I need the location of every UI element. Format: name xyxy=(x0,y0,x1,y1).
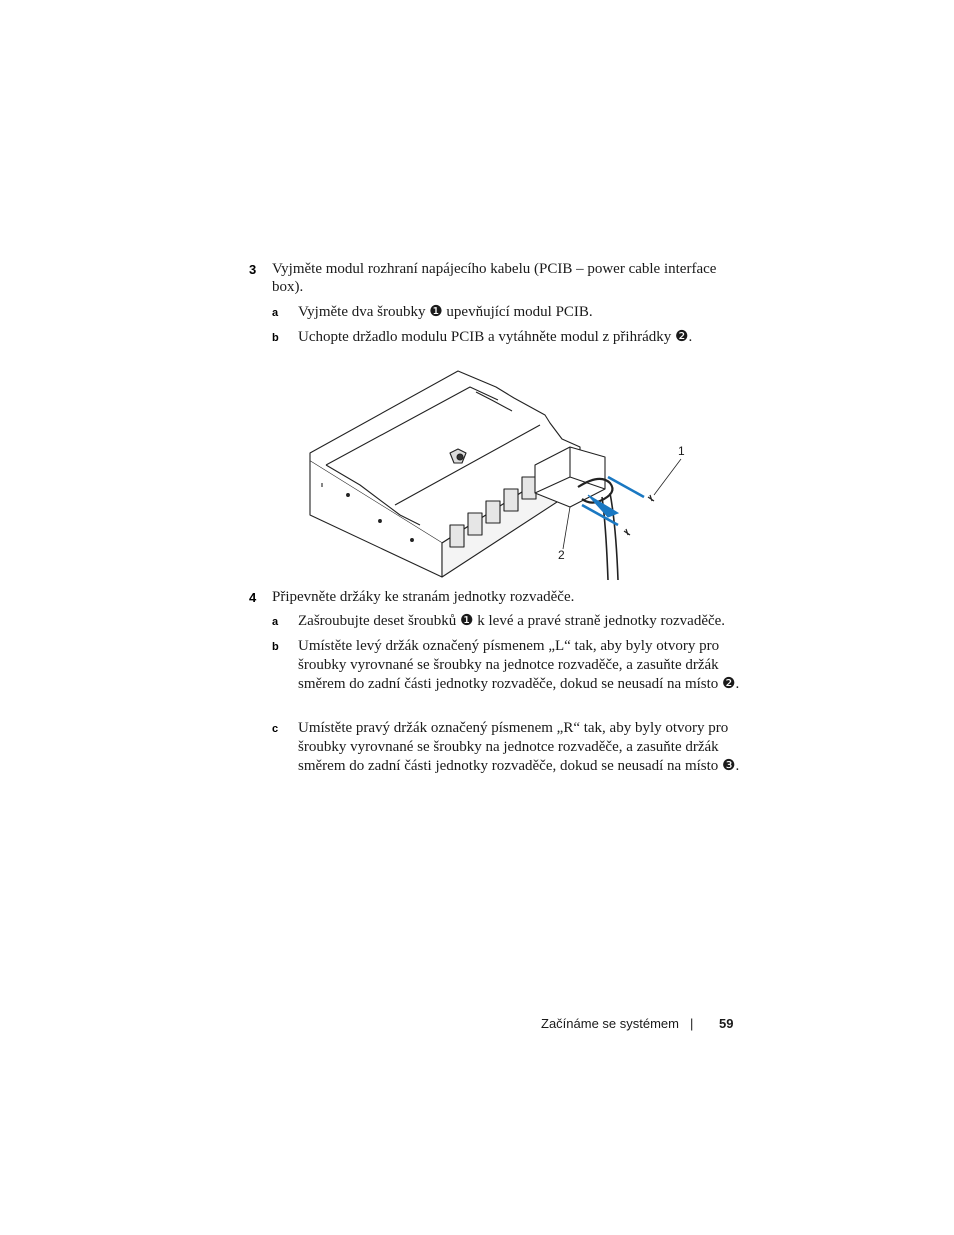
substep-text: Uchopte držadlo modulu PCIB a vytáhněte modul z přihrádky ❷. xyxy=(298,329,693,345)
step-4 xyxy=(249,588,749,606)
substep-4b xyxy=(272,637,742,695)
step-3 xyxy=(249,260,749,296)
substep-4a xyxy=(272,612,752,631)
substep-text: Umístěte levý držák označený písmenem „L“ tak, aby byly otvory pro šroubky vyrovnané se šroubky na jednotce rozvaděče, a zasuňte držák směrem do zadní části jednotky rozvaděče, dokud se neusadí na místo ❷. xyxy=(298,638,740,693)
footer-section-title: Začínáme se systémem xyxy=(541,1016,679,1031)
callout-2: 2 xyxy=(558,548,565,562)
substep-letter: b xyxy=(272,332,279,344)
substep-3a xyxy=(272,303,752,322)
substep-letter: a xyxy=(272,616,279,628)
pdu-illustration xyxy=(300,365,700,585)
step-number: 3 xyxy=(249,262,257,277)
substep-letter: c xyxy=(272,723,279,735)
footer-separator: | xyxy=(690,1016,694,1031)
substep-3b xyxy=(272,328,752,347)
page-number: 59 xyxy=(719,1016,734,1031)
substep-letter: a xyxy=(272,307,279,319)
step-number: 4 xyxy=(249,590,257,605)
step-text: Vyjměte modul rozhraní napájecího kabelu (PCIB – power cable interface box). xyxy=(272,261,717,295)
substep-letter: b xyxy=(272,641,279,653)
substep-text: Zašroubujte deset šroubků ❶ k levé a pravé straně jednotky rozvaděče. xyxy=(298,613,726,629)
step-text: Připevněte držáky ke stranám jednotky rozvaděče. xyxy=(272,589,575,605)
pcib-removal-figure xyxy=(300,365,700,585)
callout-1: 1 xyxy=(678,444,685,458)
substep-text: Vyjměte dva šroubky ❶ upevňující modul PCIB. xyxy=(298,304,593,320)
substep-text: Umístěte pravý držák označený písmenem „R“ tak, aby byly otvory pro šroubky vyrovnané se šroubky na jednotce rozvaděče, a zasuňte držák směrem do zadní části jednotky rozvaděče, dokud se neusadí na místo ❸. xyxy=(298,720,740,775)
substep-4c xyxy=(272,719,742,777)
